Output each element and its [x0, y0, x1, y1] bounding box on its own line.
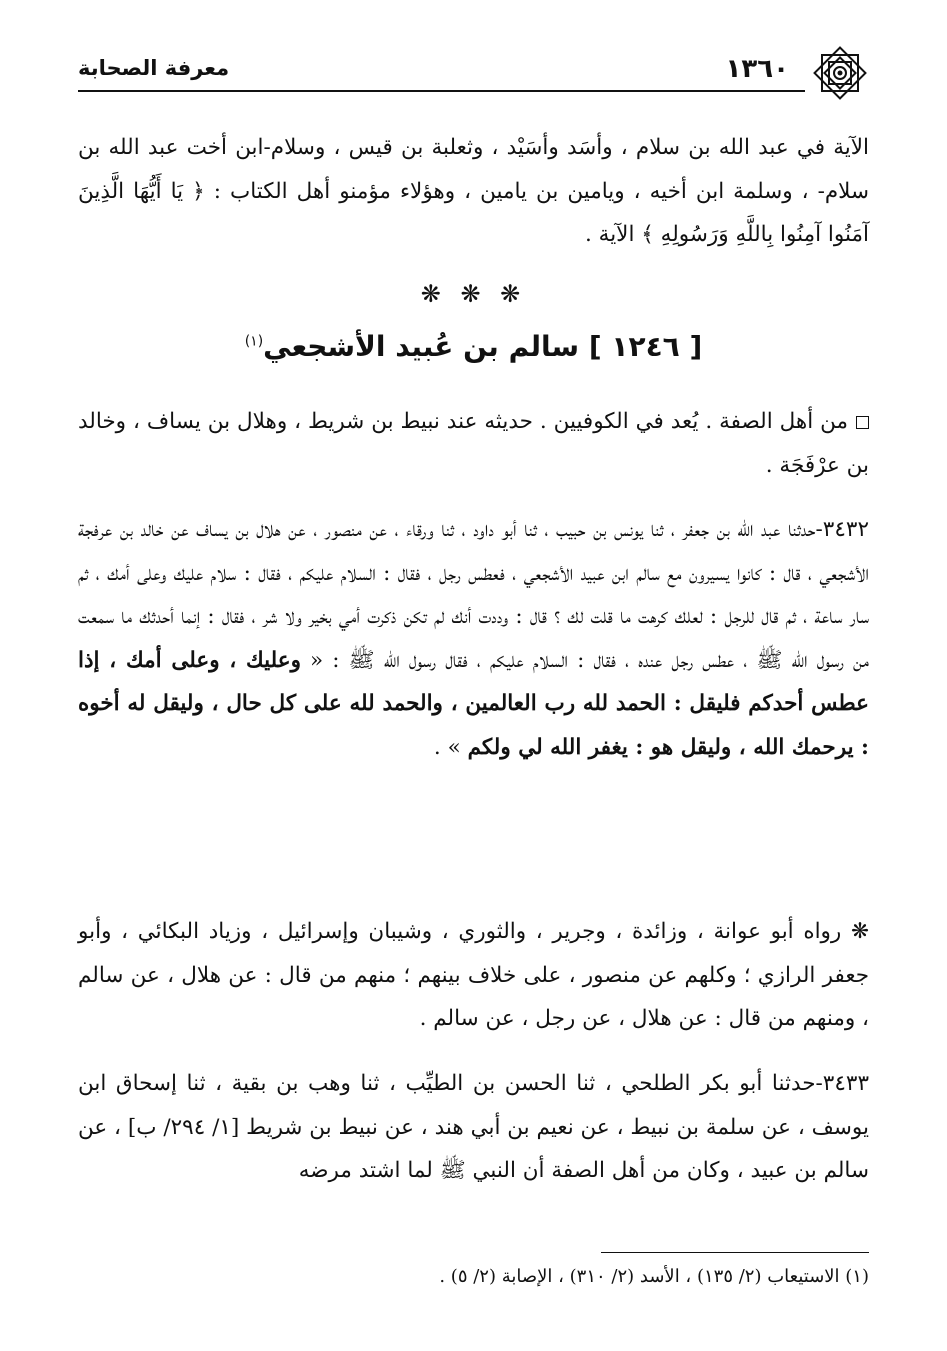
page-number: ١٣٦٠	[725, 54, 789, 84]
paragraph-hadith-3433: ٣٤٣٣-حدثنا أبو بكر الطلحي ، ثنا الحسن بن الطيِّب ، ثنا وهب بن بقية ، ثنا إسحاق ابن يوسف ، عن سلمة بن نبيط ، عن نعيم بن أبي هند ، عن نبيط بن شريط [١/ ٢٩٤/ ب] ، عن سالم بن عبيد ، وكان من أهل الصفة أن النبي ﷺ لما اشتد مرضه	[78, 1071, 869, 1183]
footnote-divider	[601, 1252, 869, 1253]
running-title: معرفة الصحابة	[78, 56, 230, 80]
hadith-matn-bold: وعليك ، وعلى أمك ، إذا عطس أحدكم فليقل : الحمد لله رب العالمين ، والحمد لله على كل حال ، وليقل له أخوه : يرحمك الله ، وليقل هو : يغفر الله لي ولكم	[78, 647, 869, 760]
footnote-reference: (١)	[244, 333, 264, 350]
square-bullet-icon	[856, 416, 869, 429]
footnote: (١) الاستيعاب (٢/ ١٣٥) ، الأسد (٢/ ٣١٠) ، الإصابة (٢/ ٥) .	[439, 1266, 869, 1287]
octagram-ornament-icon	[811, 44, 869, 102]
entry-name: سالم بن عُبيد الأشجعي	[263, 330, 580, 363]
hadith-chain-text: ٣٤٣٢-حدثنا عبد الله بن جعفر ، ثنا يونس بن حبيب ، ثنا أبو داود ، ثنا ورقاء ، عن منصور ، عن هلال بن يساف عن خالد بن عرفجة الأشجعي ، قال : كانوا يسيرون مع سالم ابن عبيد الأشجعي ، فعطس رجل ، فقال : السلام عليكم ، فقال : سلام عليك وعلى أمك ، ثم سار ساعة ، ثم قال للرجل : لعلك كرهت ما قلت لك ؟ قال : وددت أنك لم تكن ذكرت أمي بخير ولا شر ، فقال : إنما أحدثك ما سمعت من رسول الله ﷺ ، عطس رجل عنده ، فقال : السلام عليكم ، فقال رسول الله ﷺ : «	[78, 517, 869, 673]
entry-heading	[78, 330, 869, 363]
header-divider	[78, 90, 805, 92]
section-separator-stars: ❋ ❋ ❋	[420, 280, 527, 308]
biography-text: من أهل الصفة . يُعد في الكوفيين . حديثه عند نبيط بن شريط ، وهلال بن يساف ، وخالد بن عرْفَجَة .	[78, 409, 869, 478]
entry-number: [ ١٢٤٦ ]	[588, 330, 703, 363]
paragraph-hadith-3432	[78, 508, 869, 769]
paragraph-verse-continuation: الآية في عبد الله بن سلام ، وأسَد وأسَيْد ، وثعلبة بن قيس ، وسلام-ابن أخت عبد الله بن سلام- ، وسلمة ابن أخيه ، ويامين بن يامين ، وهؤلاء مؤمنو أهل الكتاب : ﴿ يَا أَيُّهَا الَّذِينَ آمَنُوا آمِنُوا بِاللَّهِ وَرَسُولِهِ ﴾ الآية .	[78, 135, 869, 247]
page-header	[78, 48, 869, 92]
paragraph-biography	[78, 400, 869, 487]
hadith-end: » .	[433, 734, 468, 760]
paragraph-narrators-note: ❋ رواه أبو عوانة ، وزائدة ، وجرير ، والثوري ، وشيبان وإسرائيل ، وزياد البكائي ، وأبو جعفر الرازي ؛ وكلهم عن منصور ، على خلاف بينهم ؛ منهم من قال : عن هلال ، عن سالم ، ومنهم من قال : عن هلال ، عن رجل ، عن سالم .	[78, 919, 869, 1031]
